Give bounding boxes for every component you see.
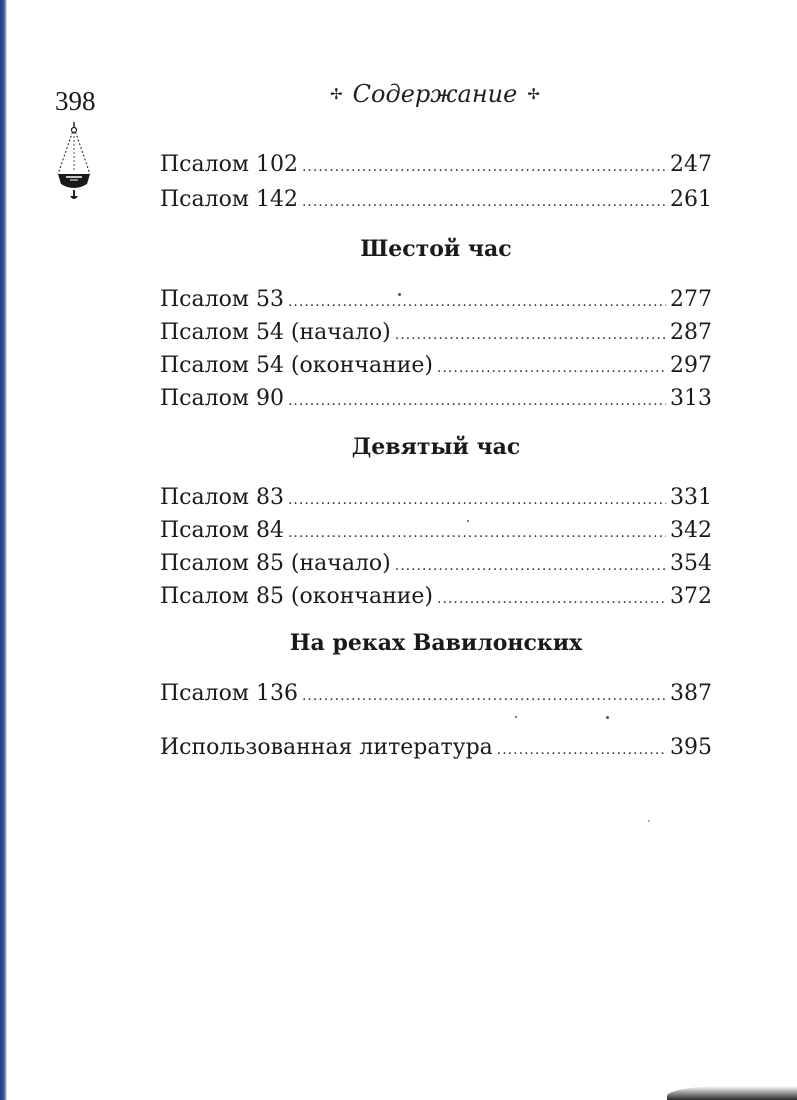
- section-title: На реках Вавилонских: [289, 630, 583, 656]
- toc-entry-page: 331: [670, 485, 712, 510]
- toc-entry[interactable]: [160, 316, 712, 350]
- toc-entry-page: 261: [670, 187, 712, 212]
- dot-leader: [288, 516, 666, 550]
- toc-entry[interactable]: [160, 481, 712, 515]
- toc-entry-page: 395: [670, 735, 712, 760]
- dot-leader: [395, 318, 666, 352]
- ornament-left: ✢: [330, 85, 343, 103]
- toc-entry-page: 342: [670, 518, 712, 543]
- toc-entry-page: 313: [670, 386, 712, 411]
- toc-entry-label: Псалом 142: [160, 187, 298, 212]
- toc-entry-label: Псалом 84: [160, 518, 284, 543]
- toc-entry-label: Псалом 53: [160, 287, 284, 312]
- dot-leader: [437, 351, 666, 385]
- toc-entry-label: Псалом 54 (окончание): [160, 353, 434, 378]
- toc-entry-page: 372: [670, 584, 712, 609]
- toc-entry-label: Псалом 85 (окончание): [160, 584, 434, 609]
- page-number: 398: [55, 86, 96, 116]
- toc-entry[interactable]: [160, 547, 712, 581]
- hanging-lamp-icon: [52, 122, 96, 208]
- toc-entry-page: 297: [670, 353, 712, 378]
- toc-entry-label: Использованная литература: [160, 735, 493, 760]
- toc-entry[interactable]: [160, 183, 712, 217]
- print-speck: [648, 820, 650, 822]
- dot-leader: [288, 384, 666, 418]
- toc-entry-page: 247: [670, 152, 712, 177]
- running-header: [330, 76, 540, 112]
- ornament-right: ✢: [527, 85, 540, 103]
- section-title: Девятый час: [351, 434, 521, 460]
- toc-entry[interactable]: [160, 148, 712, 182]
- dot-leader: [437, 582, 666, 616]
- toc-entry[interactable]: [160, 580, 712, 614]
- print-speck: [515, 716, 517, 718]
- dot-leader: [395, 549, 666, 583]
- toc-entry-label: Псалом 85 (начало): [160, 551, 391, 576]
- toc-entry-page: 387: [670, 681, 712, 706]
- toc-entry[interactable]: [160, 349, 712, 383]
- page-corner-shadow: [667, 1086, 797, 1100]
- toc-entry-label: Псалом 102: [160, 152, 298, 177]
- dot-leader: [302, 185, 666, 219]
- toc-entry-label: Псалом 54 (начало): [160, 320, 391, 345]
- toc-entry-page: 354: [670, 551, 712, 576]
- toc-entry[interactable]: [160, 283, 712, 317]
- toc-entry[interactable]: [160, 677, 712, 711]
- toc-entry-label: Псалом 136: [160, 681, 298, 706]
- dot-leader: [288, 285, 666, 319]
- toc-entry[interactable]: [160, 514, 712, 548]
- dot-leader: [302, 679, 666, 713]
- dot-leader: [497, 733, 666, 767]
- header-title: Содержание: [352, 80, 518, 108]
- dot-leader: [288, 483, 666, 517]
- toc-entry[interactable]: [160, 382, 712, 416]
- print-speck: [398, 293, 401, 296]
- section-title: Шестой час: [360, 236, 512, 262]
- toc-entry-label: Псалом 90: [160, 386, 284, 411]
- page-edge-binding: [0, 0, 7, 1100]
- toc-entry-label: Псалом 83: [160, 485, 284, 510]
- print-speck: [467, 520, 469, 522]
- dot-leader: [302, 150, 666, 184]
- toc-entry-bibliography[interactable]: [160, 731, 712, 765]
- print-speck: [606, 716, 609, 719]
- toc-entry-page: 277: [670, 287, 712, 312]
- toc-entry-page: 287: [670, 320, 712, 345]
